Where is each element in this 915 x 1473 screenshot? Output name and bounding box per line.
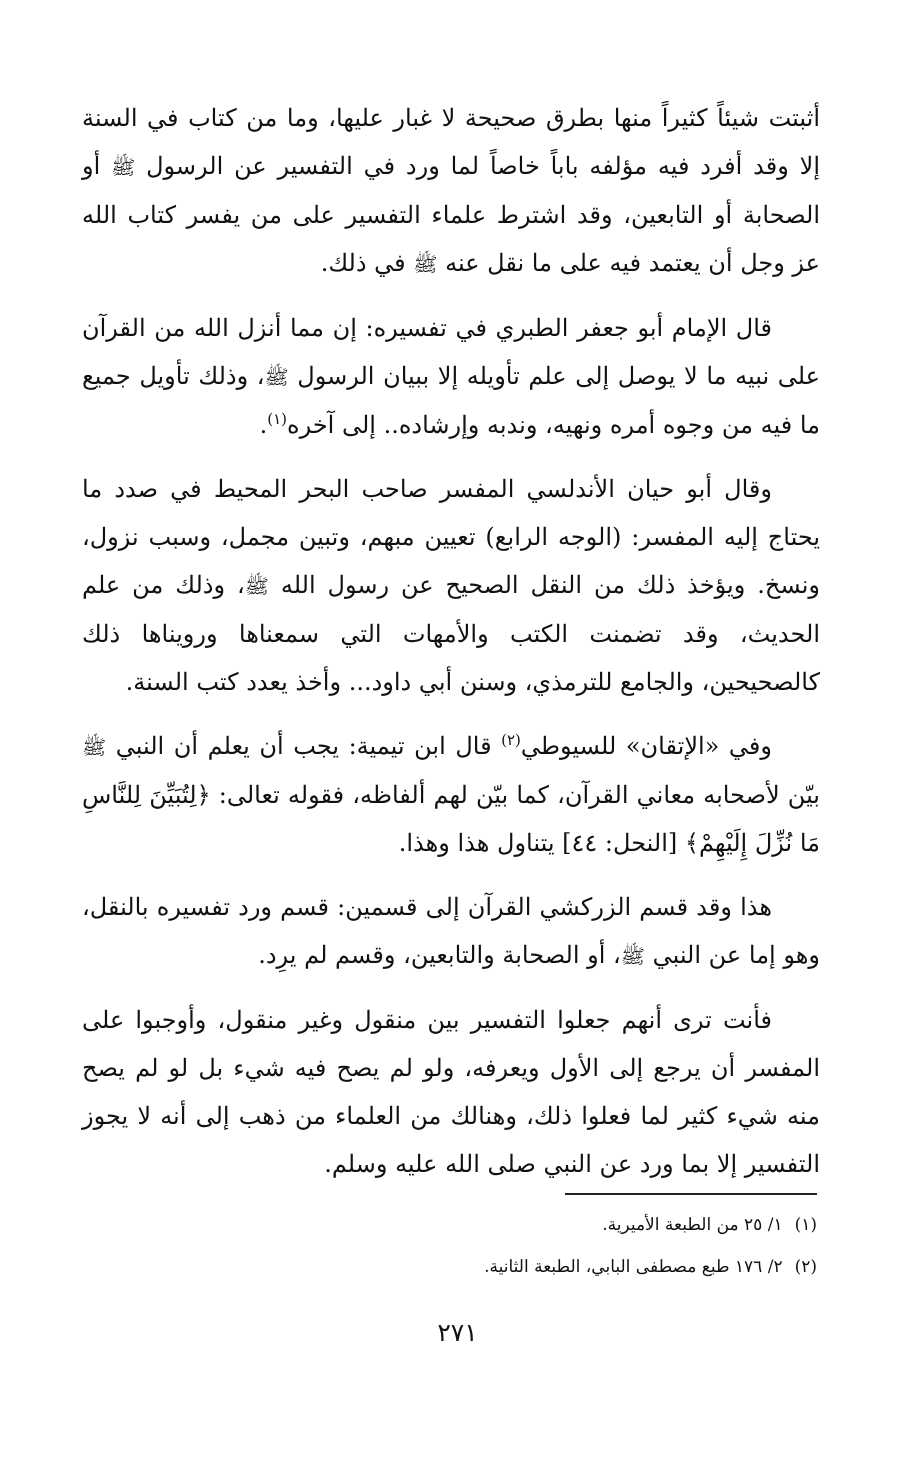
footnote-divider — [565, 1193, 817, 1195]
page-number: ٢٧١ — [437, 1318, 478, 1347]
paragraph-5 — [82, 883, 820, 980]
paragraph-5-text: هذا وقد قسم الزركشي القرآن إلى قسمين: قسم ورد تفسيره بالنقل، وهو إما عن النبي — [82, 893, 820, 969]
paragraph-3-text-cont: ، وذلك من علم الحديث، وقد تضمنت الكتب والأمهات التي سمعناها ورويناها ذلك كالصحيحين، والجامع للترمذي، وسنن أبي داود... وأخذ يعدد كتب السنة. — [82, 571, 820, 696]
salla-symbol: ﷺ — [82, 735, 107, 759]
salla-symbol: ﷺ — [620, 944, 645, 968]
main-text — [82, 94, 820, 1204]
salla-symbol: ﷺ — [244, 574, 269, 598]
footnote-1-number: (١) — [794, 1215, 817, 1235]
paragraph-6-text: فأنت ترى أنهم جعلوا التفسير بين منقول وغير منقول، وأوجبوا على المفسر أن يرجع إلى الأول ويعرفه، ولو لم يصح فيه شيء بل لو لم يصح منه شيء كثير لما فعلوا ذلك، وهنالك من العلماء من ذهب إلى أنه لا يجوز التفسير إلا بما ورد عن النبي صلى الله عليه وسلم. — [82, 1006, 820, 1178]
paragraph-5-text-cont: ، أو الصحابة والتابعين، وقسم لم يرِد. — [258, 941, 621, 969]
paragraph-4-text: وفي «الإتقان» للسيوطي — [520, 732, 772, 760]
paragraph-4-text-mid: قال ابن تيمية: يجب أن يعلم أن النبي — [106, 732, 502, 760]
paragraph-6 — [82, 996, 820, 1188]
footnote-2 — [82, 1246, 817, 1288]
paragraph-4 — [82, 722, 820, 867]
paragraph-4-text-cont: بيّن لأصحابه معاني القرآن، كما بيّن لهم ألفاظه، فقوله تعالى: ﴿لِتُبَيِّنَ لِلنَّاسِ مَا نُزِّلَ إِلَيْهِمْ﴾ [النحل: ٤٤] يتناول هذا وهذا. — [82, 781, 820, 857]
paragraph-1-text-cont: أو الصحابة أو التابعين، وقد اشترط علماء التفسير على من يفسر كتاب الله عز وجل أن يعتمد فيه على ما نقل عنه — [82, 152, 821, 277]
paragraph-1-text: أثبتت شيئاً كثيراً منها بطرق صحيحة لا غبار عليها، وما من كتاب في السنة إلا وقد أفرد فيه مؤلفه باباً خاصاً لما ورد في التفسير عن الرسول — [82, 104, 820, 180]
paragraph-2-text-cont: ، وذلك تأويل جميع ما فيه من وجوه أمره ونهيه، وندبه وإرشاده.. إلى آخره — [82, 362, 820, 439]
paragraph-3-text: وقال أبو حيان الأندلسي المفسر صاحب البحر المحيط في صدد ما يحتاج إليه المفسر: (الوجه الرابع) تعيين مبهم، وتبين مجمل، وسبب نزول، ونسخ. ويؤخذ ذلك من النقل الصحيح عن رسول الله — [82, 475, 821, 599]
salla-symbol: ﷺ — [264, 365, 289, 389]
footnote-ref-1[interactable]: (١) — [267, 410, 288, 428]
paragraph-2 — [82, 304, 820, 449]
paragraph-2-text: قال الإمام أبو جعفر الطبري في تفسيره: إن مما أنزل الله من القرآن على نبيه ما لا يوصل إلى علم تأويله إلا ببيان الرسول — [82, 314, 820, 390]
salla-symbol: ﷺ — [111, 155, 136, 179]
footnote-ref-2[interactable]: (٢) — [501, 731, 521, 749]
footnote-1 — [82, 1204, 817, 1246]
paragraph-2-text-end: . — [259, 411, 268, 439]
footnotes — [82, 1204, 817, 1288]
salla-symbol: ﷺ — [413, 252, 438, 276]
footnote-2-text: ٢/ ١٧٦ طبع مصطفى البابي، الطبعة الثانية. — [484, 1257, 783, 1277]
paragraph-3 — [82, 465, 820, 706]
paragraph-1 — [82, 94, 820, 288]
paragraph-1-text-end: في ذلك. — [320, 249, 414, 277]
footnote-1-text: ١/ ٢٥ من الطبعة الأميرية. — [602, 1215, 783, 1235]
footnote-2-number: (٢) — [794, 1257, 817, 1277]
